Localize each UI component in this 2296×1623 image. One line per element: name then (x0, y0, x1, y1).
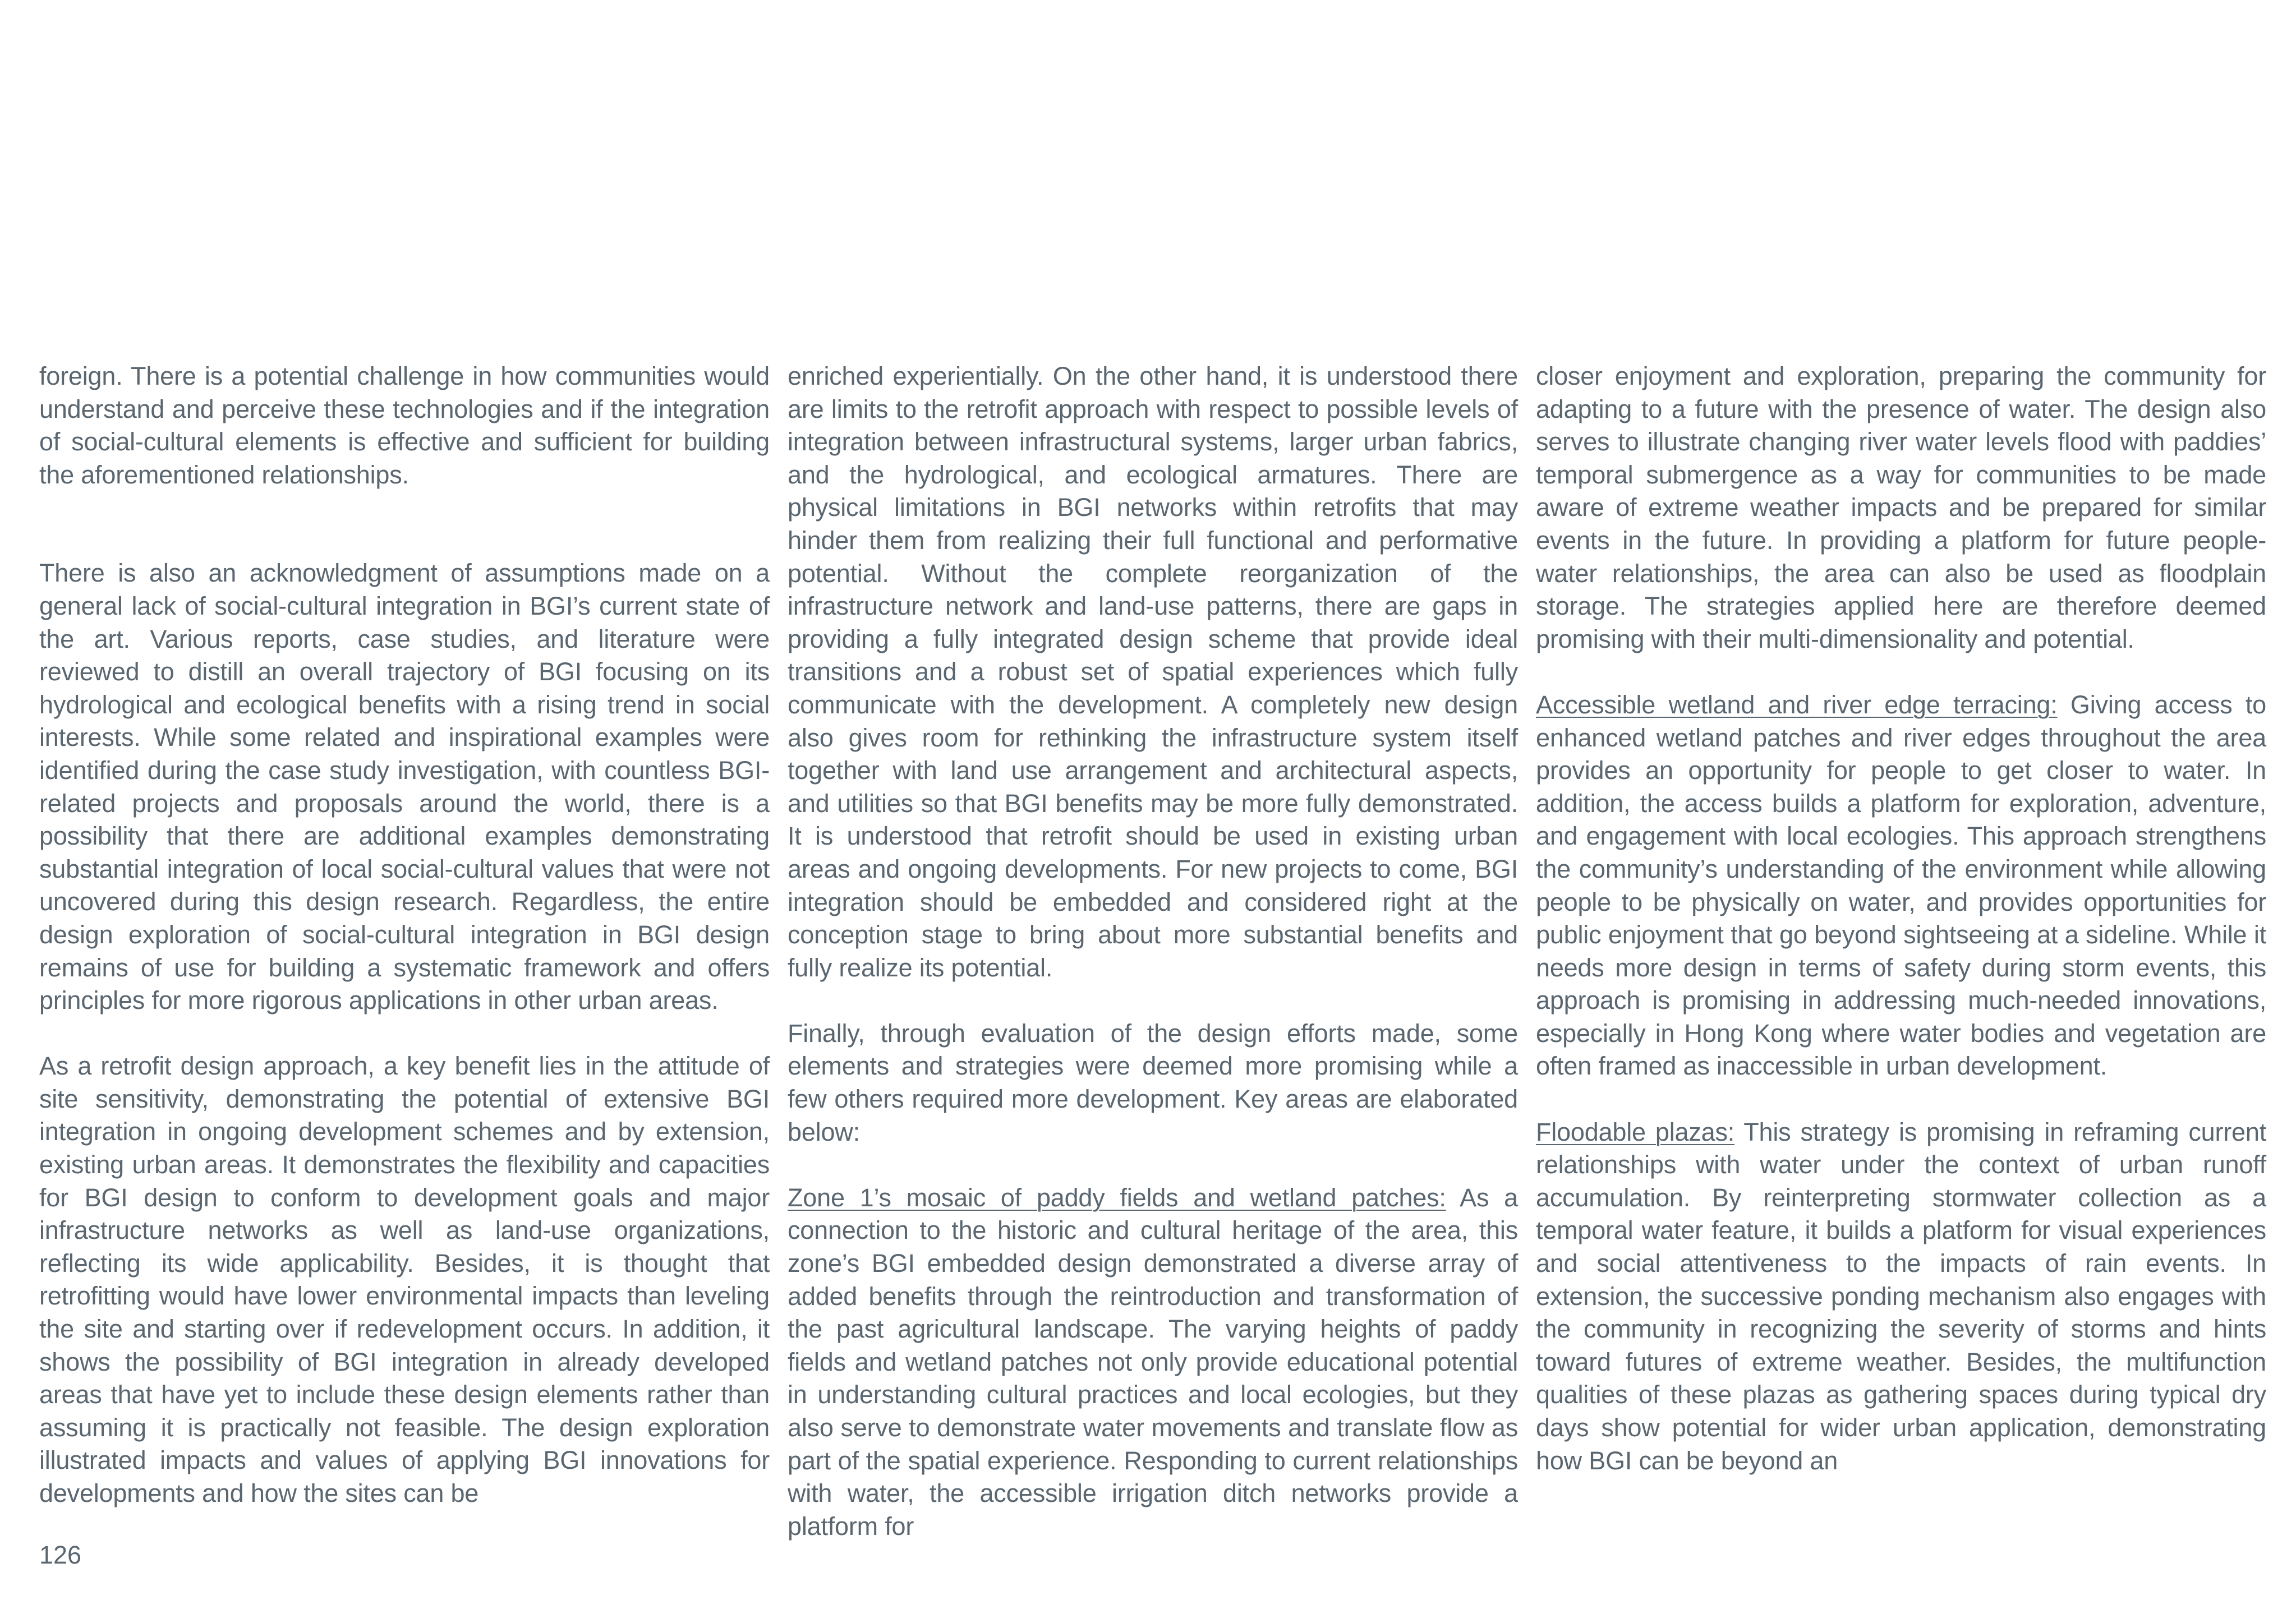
paragraph-spacer (788, 984, 1518, 1017)
paragraph-spacer (39, 491, 770, 557)
paragraph-body: As a connection to the historic and cultural heritage of the area, this zone’s BGI embedded design demonstrated a diverse array of added benefits through the reintroduction and transformation of the past agricultural landscape. The varying heights of paddy fields and wetland patches not only provide educational potential in understanding cultural practices and local ecologies, but they also serve to demonstrate water movements and translate flow as part of the spatial experience. Responding to current relationships with water, the accessible irrigation ditch networks provide a platform for (788, 1183, 1518, 1541)
paragraph-spacer (788, 1149, 1518, 1182)
paragraph-body: This strategy is promising in reframing current relationships with water under the context of urban runoff accumulation. By reinterpreting stormwater collection as a temporal water feature, it builds a platform for visual experiences and social attentiveness to the impacts of rain events. In extension, the successive ponding mechanism also engages with the community in recognizing the severity of storms and hints toward futures of extreme weather. Besides, the multifunction qualities of these plazas as gathering spaces during typical dry days show potential for wider urban application, demonstrating how BGI can be beyond an (1536, 1117, 2267, 1475)
text-column-left (39, 360, 770, 1510)
paragraph: As a retrofit design approach, a key benefit lies in the attitude of site sensitivity, demonstrating the potential of extensive BGI integration in ongoing development schemes and by extension, existing urban areas. It demonstrates the flexibility and capacities for BGI design to conform to development goals and major infrastructure networks as well as land-use organizations, reflecting its wide applicability. Besides, it is thought that retrofitting would have lower environmental impacts than leveling the site and starting over if redevelopment occurs. In addition, it shows the possibility of BGI integration in already developed areas that have yet to include these design elements rather than assuming it is practically not feasible. The design exploration illustrated impacts and values of applying BGI innovations for developments and how the sites can be (39, 1052, 770, 1507)
paragraph: closer enjoyment and exploration, preparing the community for adapting to a future with the presence of water. The design also serves to illustrate changing river water levels flood with paddies’ temporal submergence as a way for communities to be made aware of extreme weather impacts and be prepared for similar events in the future. In providing a platform for future people-water relationships, the area can also be used as floodplain storage. The strategies applied here are therefore deemed promising with their multi-dimensionality and potential. (1536, 362, 2266, 653)
text-column-middle (788, 360, 1518, 1543)
paragraph: There is also an acknowledgment of assumptions made on a general lack of social-cultural integration in BGI’s current state of the art. Various reports, case studies, and literature were reviewed to distill an overall trajectory of BGI focusing on its hydrological and ecological benefits with a rising trend in social interests. While some related and inspirational examples were identified during the case study investigation, with countless BGI-related projects and proposals around the world, there is a possibility that there are additional examples demonstrating substantial integration of local social-cultural values that were not uncovered during this design research. Regardless, the entire design exploration of social-cultural integration in BGI design remains of use for building a systematic framework and offers principles for more rigorous applications in other urban areas. (39, 559, 770, 1015)
page-number: 126 (39, 1541, 82, 1569)
paragraph (1536, 689, 2266, 1083)
section-heading: Floodable plazas: (1536, 1117, 1735, 1146)
paragraph (1536, 1116, 2266, 1478)
paragraph-spacer (39, 1017, 770, 1050)
paragraph-spacer (1536, 656, 2266, 689)
section-heading: Zone 1’s mosaic of paddy fields and wetland patches: (788, 1183, 1446, 1212)
paragraph: enriched experientially. On the other hand, it is understood there are limits to the retrofit approach with respect to possible levels of integration between infrastructural systems, larger urban fabrics, and the hydrological, and ecological armatures. There are physical limitations in BGI networks within retrofits that may hinder them from realizing their full functional and performative potential. Without the complete reorganization of the infrastructure network and land-use patterns, there are gaps in providing a fully integrated design scheme that provide ideal transitions and a robust set of spatial experiences which fully communicate with the development. A completely new design also gives room for rethinking the infrastructure system itself together with land use arrangement and architectural aspects, and utilities so that BGI benefits may be more fully demonstrated. It is understood that retrofit should be used in existing urban areas and ongoing developments. For new projects to come, BGI integration should be embedded and considered right at the conception stage to bring about more substantial benefits and fully realize its potential. (788, 362, 1518, 982)
paragraph: foreign. There is a potential challenge in how communities would understand and perceive these technologies and if the integration of social-cultural elements is effective and sufficient for building the aforementioned relationships. (39, 362, 770, 489)
paragraph-spacer (1536, 1083, 2266, 1116)
paragraph: Finally, through evaluation of the design efforts made, some elements and strategies were deemed more promising while a few others required more development. Key areas are elaborated below: (788, 1018, 1518, 1146)
paragraph-body: Giving access to enhanced wetland patches and river edges throughout the area provides an opportunity for people to get closer to water. In addition, the access builds a platform for exploration, adventure, and engagement with local ecologies. This approach strengthens the community’s understanding of the environment while allowing people to be physically on water, and provides opportunities for public enjoyment that go beyond sightseeing at a sideline. While it needs more design in terms of safety during storm events, this approach is promising in addressing much-needed innovations, especially in Hong Kong where water bodies and vegetation are often framed as inaccessible in urban development. (1536, 690, 2267, 1081)
section-heading: Accessible wetland and river edge terracing: (1536, 690, 2058, 719)
paragraph (788, 1182, 1518, 1543)
text-column-right (1536, 360, 2266, 1477)
